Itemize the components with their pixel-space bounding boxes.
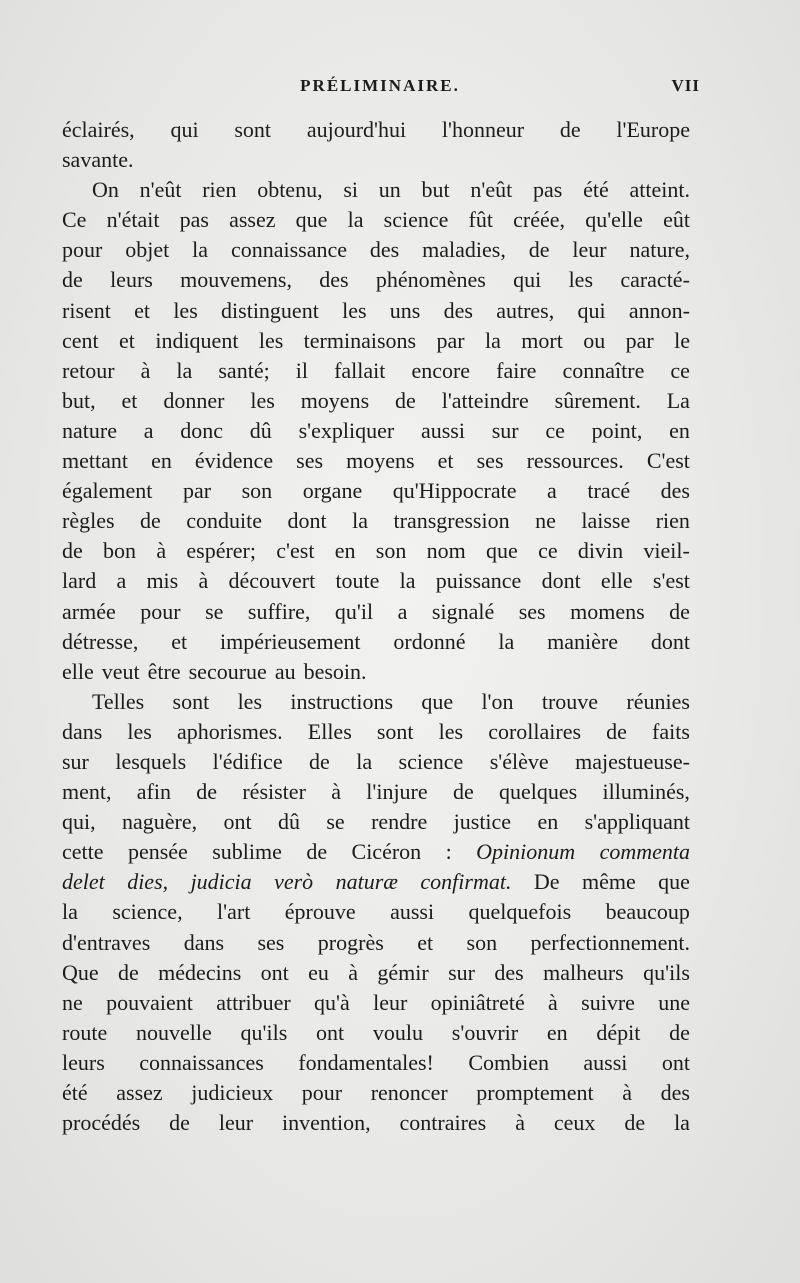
text-line: lard a mis à découvert toute la puissance dont elle s'est [62,568,690,594]
text-line: cent et indiquent les terminaisons par la mort ou par le [62,327,690,353]
text-line: la science, l'art éprouve aussi quelquefois beaucoup [62,899,690,925]
running-head: PRÉLIMINAIRE. [300,76,460,95]
page-number: VII [671,76,700,95]
text-line: de leurs mouvemens, des phénomènes qui les caracté- [62,267,690,293]
text-line: savante. [62,147,134,173]
text-line: cette pensée sublime de Cicéron : Opinionum commenta [62,839,690,865]
text-line: règles de conduite dont la transgression ne laisse rien [62,508,690,534]
text-line: pour objet la connaissance des maladies, de leur nature, [62,237,690,263]
text-line: elle veut être secourue au besoin. [62,658,367,684]
text-line: nature a donc dû s'expliquer aussi sur ce point, en [62,417,690,443]
text-line: but, et donner les moyens de l'atteindre sûrement. La [62,387,690,413]
text-line: éclairés, qui sont aujourd'hui l'honneur de l'Europe [62,117,690,142]
text-line: de bon à espérer; c'est en son nom que ce divin vieil- [62,538,690,564]
body-text [62,115,690,1138]
text-line: Ce n'était pas assez que la science fût créée, qu'elle eût [62,207,690,233]
text-line: été assez judicieux pour renoncer promptement à des [62,1080,690,1105]
text-line: On n'eût rien obtenu, si un but n'eût pas été atteint. [92,177,690,203]
text-line: route nouvelle qu'ils ont voulu s'ouvrir en dépit de [62,1019,690,1045]
text-line: retour à la santé; il fallait encore faire connaître ce [62,357,690,383]
text-line: procédés de leur invention, contraires à ceux de la [62,1110,690,1136]
text-line: sur lesquels l'édifice de la science s'élève majestueuse- [62,748,690,774]
text-line: ment, afin de résister à l'injure de quelques illuminés, [62,779,690,805]
text-line: armée pour se suffire, qu'il a signalé ses momens de [62,598,690,624]
text-line: ne pouvaient attribuer qu'à leur opiniâtreté à suivre une [62,989,690,1015]
text-line: Telles sont les instructions que l'on trouve réunies [92,688,690,714]
text-line: qui, naguère, ont dû se rendre justice en s'appliquant [62,809,690,835]
text-line: dans les aphorismes. Elles sont les corollaires de faits [62,718,690,744]
text-line: détresse, et impérieusement ordonné la manière dont [62,628,690,654]
text-line: risent et les distinguent les uns des autres, qui annon- [62,297,690,323]
text-line: Que de médecins ont eu à gémir sur des malheurs qu'ils [62,959,690,985]
text-line: d'entraves dans ses progrès et son perfectionnement. [62,929,690,955]
text-line: mettant en évidence ses moyens et ses ressources. C'est [62,448,690,474]
text-line: également par son organe qu'Hippocrate a tracé des [62,478,690,504]
text-line: leurs connaissances fondamentales! Combien aussi ont [62,1049,690,1075]
text-line: delet dies, judicia verò naturæ confirmat. De même que [62,869,690,895]
page-header [60,76,700,106]
